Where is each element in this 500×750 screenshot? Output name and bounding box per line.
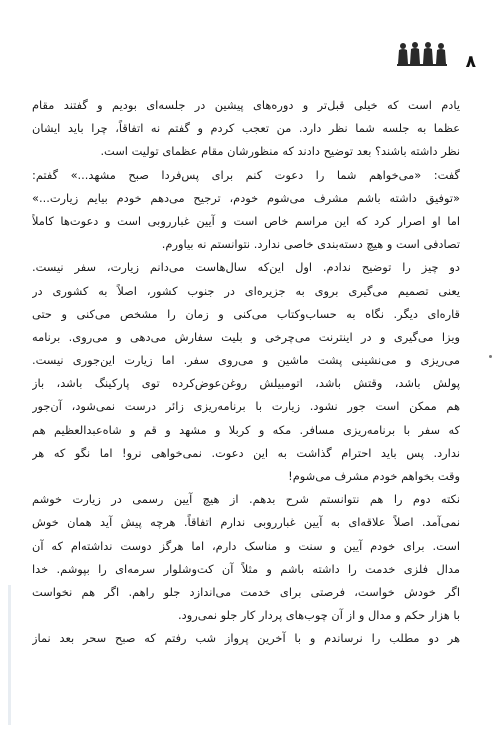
text-line: اگر خودش خواست، فرصتی برای خدمت می‌اندازد جلو راهم. اگر هم نخواست xyxy=(32,584,460,599)
four-seated-figures-icon xyxy=(396,40,448,68)
text-line: که سفر با برنامه‌ریزی مسافر. مکه و کربلا و مشهد و قم و شاه‌عبدالعظیم هم xyxy=(32,422,460,437)
body-text xyxy=(32,94,460,651)
text-line: هم ممکن است جور نشود. زیارت با برنامه‌ریزی زائر درست نمی‌شود، آن‌جور xyxy=(32,399,460,414)
text-line: است. برای خودم آیین و سنت و مناسک دارم، اما هرگز دوست نداشته‌ام که آن xyxy=(32,538,460,553)
text-line: نظر داشته باشند؟ بعد توضیح دادند که منظورشان مقام عظمای تولیت است. xyxy=(100,144,460,159)
text-line: نمی‌آمد. اصلاً علاقه‌ای به آیین غبارروبی ندارم اتفاقاً. هرچه پیش آید همان خوش xyxy=(32,515,460,530)
text-line: می‌ریزی و می‌نشینی پشت ماشین و می‌روی سفر. اما زیارت این‌جوری نیست. xyxy=(32,353,460,368)
text-line: گفت: «می‌خواهم شما را دعوت کنم برای پس‌فردا صبح مشهد...» گفتم: xyxy=(32,167,460,182)
text-line: قاره‌ای دیگر. نگاه به حساب‌وکتاب می‌کنی و زمان را مشخص می‌کنی و حتی xyxy=(32,306,460,321)
text-line: «توفیق داشته باشم مشرف می‌شوم خودم، ترجیح می‌دهم خودم بیایم زیارت...» xyxy=(32,190,460,205)
text-line: نکته دوم را هم نتوانستم شرح بدهم. از هیچ آیین رسمی در زیارت خوشم xyxy=(32,492,460,507)
paragraph xyxy=(32,256,460,488)
text-line: هر دو مطلب را نرساندم و با آخرین پرواز شب رفتم که صبح سحر بعد نماز xyxy=(32,631,460,646)
paragraph xyxy=(32,164,460,257)
text-line: وقت بخواهم خودم مشرف می‌شوم! xyxy=(288,469,460,483)
text-line: اما او اصرار کرد که این مراسم خاص است و آیین غبارروبی است و دعوت‌ها کاملاً xyxy=(32,213,460,228)
text-line: تصادفی است و هیچ دسته‌بندی خاصی ندارد. نتوانستم نه بیاورم. xyxy=(161,237,460,252)
text-line: یعنی تصمیم می‌گیری بروی به جزیره‌ای در جنوب کشور، اصلاً به کشوری در xyxy=(32,283,460,298)
text-line: پولش باشد، وقتش باشد، اتومبیلش روغن‌عوض‌کرده توی پارکینگ باشد، باز xyxy=(32,376,460,391)
page-number: ۸ xyxy=(465,52,476,72)
text-line: یادم است که خیلی قبل‌تر و دوره‌های پیشین در جلسه‌ای بودیم و گفتند مقام xyxy=(32,98,460,112)
text-line: دو چیز را توضیح ندادم. اول این‌که سال‌هاست می‌دانم زیارت، سفر نیست. xyxy=(32,260,460,275)
vertical-watermark-icon xyxy=(4,585,16,725)
text-line: مدال فلزی خدمت را داشته باشم و مثلاً آن کت‌وشلوار سرمه‌ای را بپوشم. خدا xyxy=(32,561,460,576)
paragraph xyxy=(32,627,460,650)
text-line: ندارد. پس باید احترام گذاشت به این دعوت. نمی‌خواهی نرو! اما نگو که هر xyxy=(32,445,460,460)
text-line: با هزار حکم و مدال و از آن چوب‌های پردار کار جلو نمی‌رود. xyxy=(178,608,460,623)
text-line: عظما به جلسه شما نظر دارد. من تعجب کردم و گفتم نه اتفاقاً، چرا باید ایشان xyxy=(32,121,460,136)
text-line: ویزا می‌گیری و در اینترنت می‌چرخی و بلیت سفارش می‌دهی و می‌روی. برنامه xyxy=(32,329,460,344)
margin-dot xyxy=(489,355,492,358)
paragraph xyxy=(32,488,460,627)
paragraph xyxy=(32,94,460,164)
